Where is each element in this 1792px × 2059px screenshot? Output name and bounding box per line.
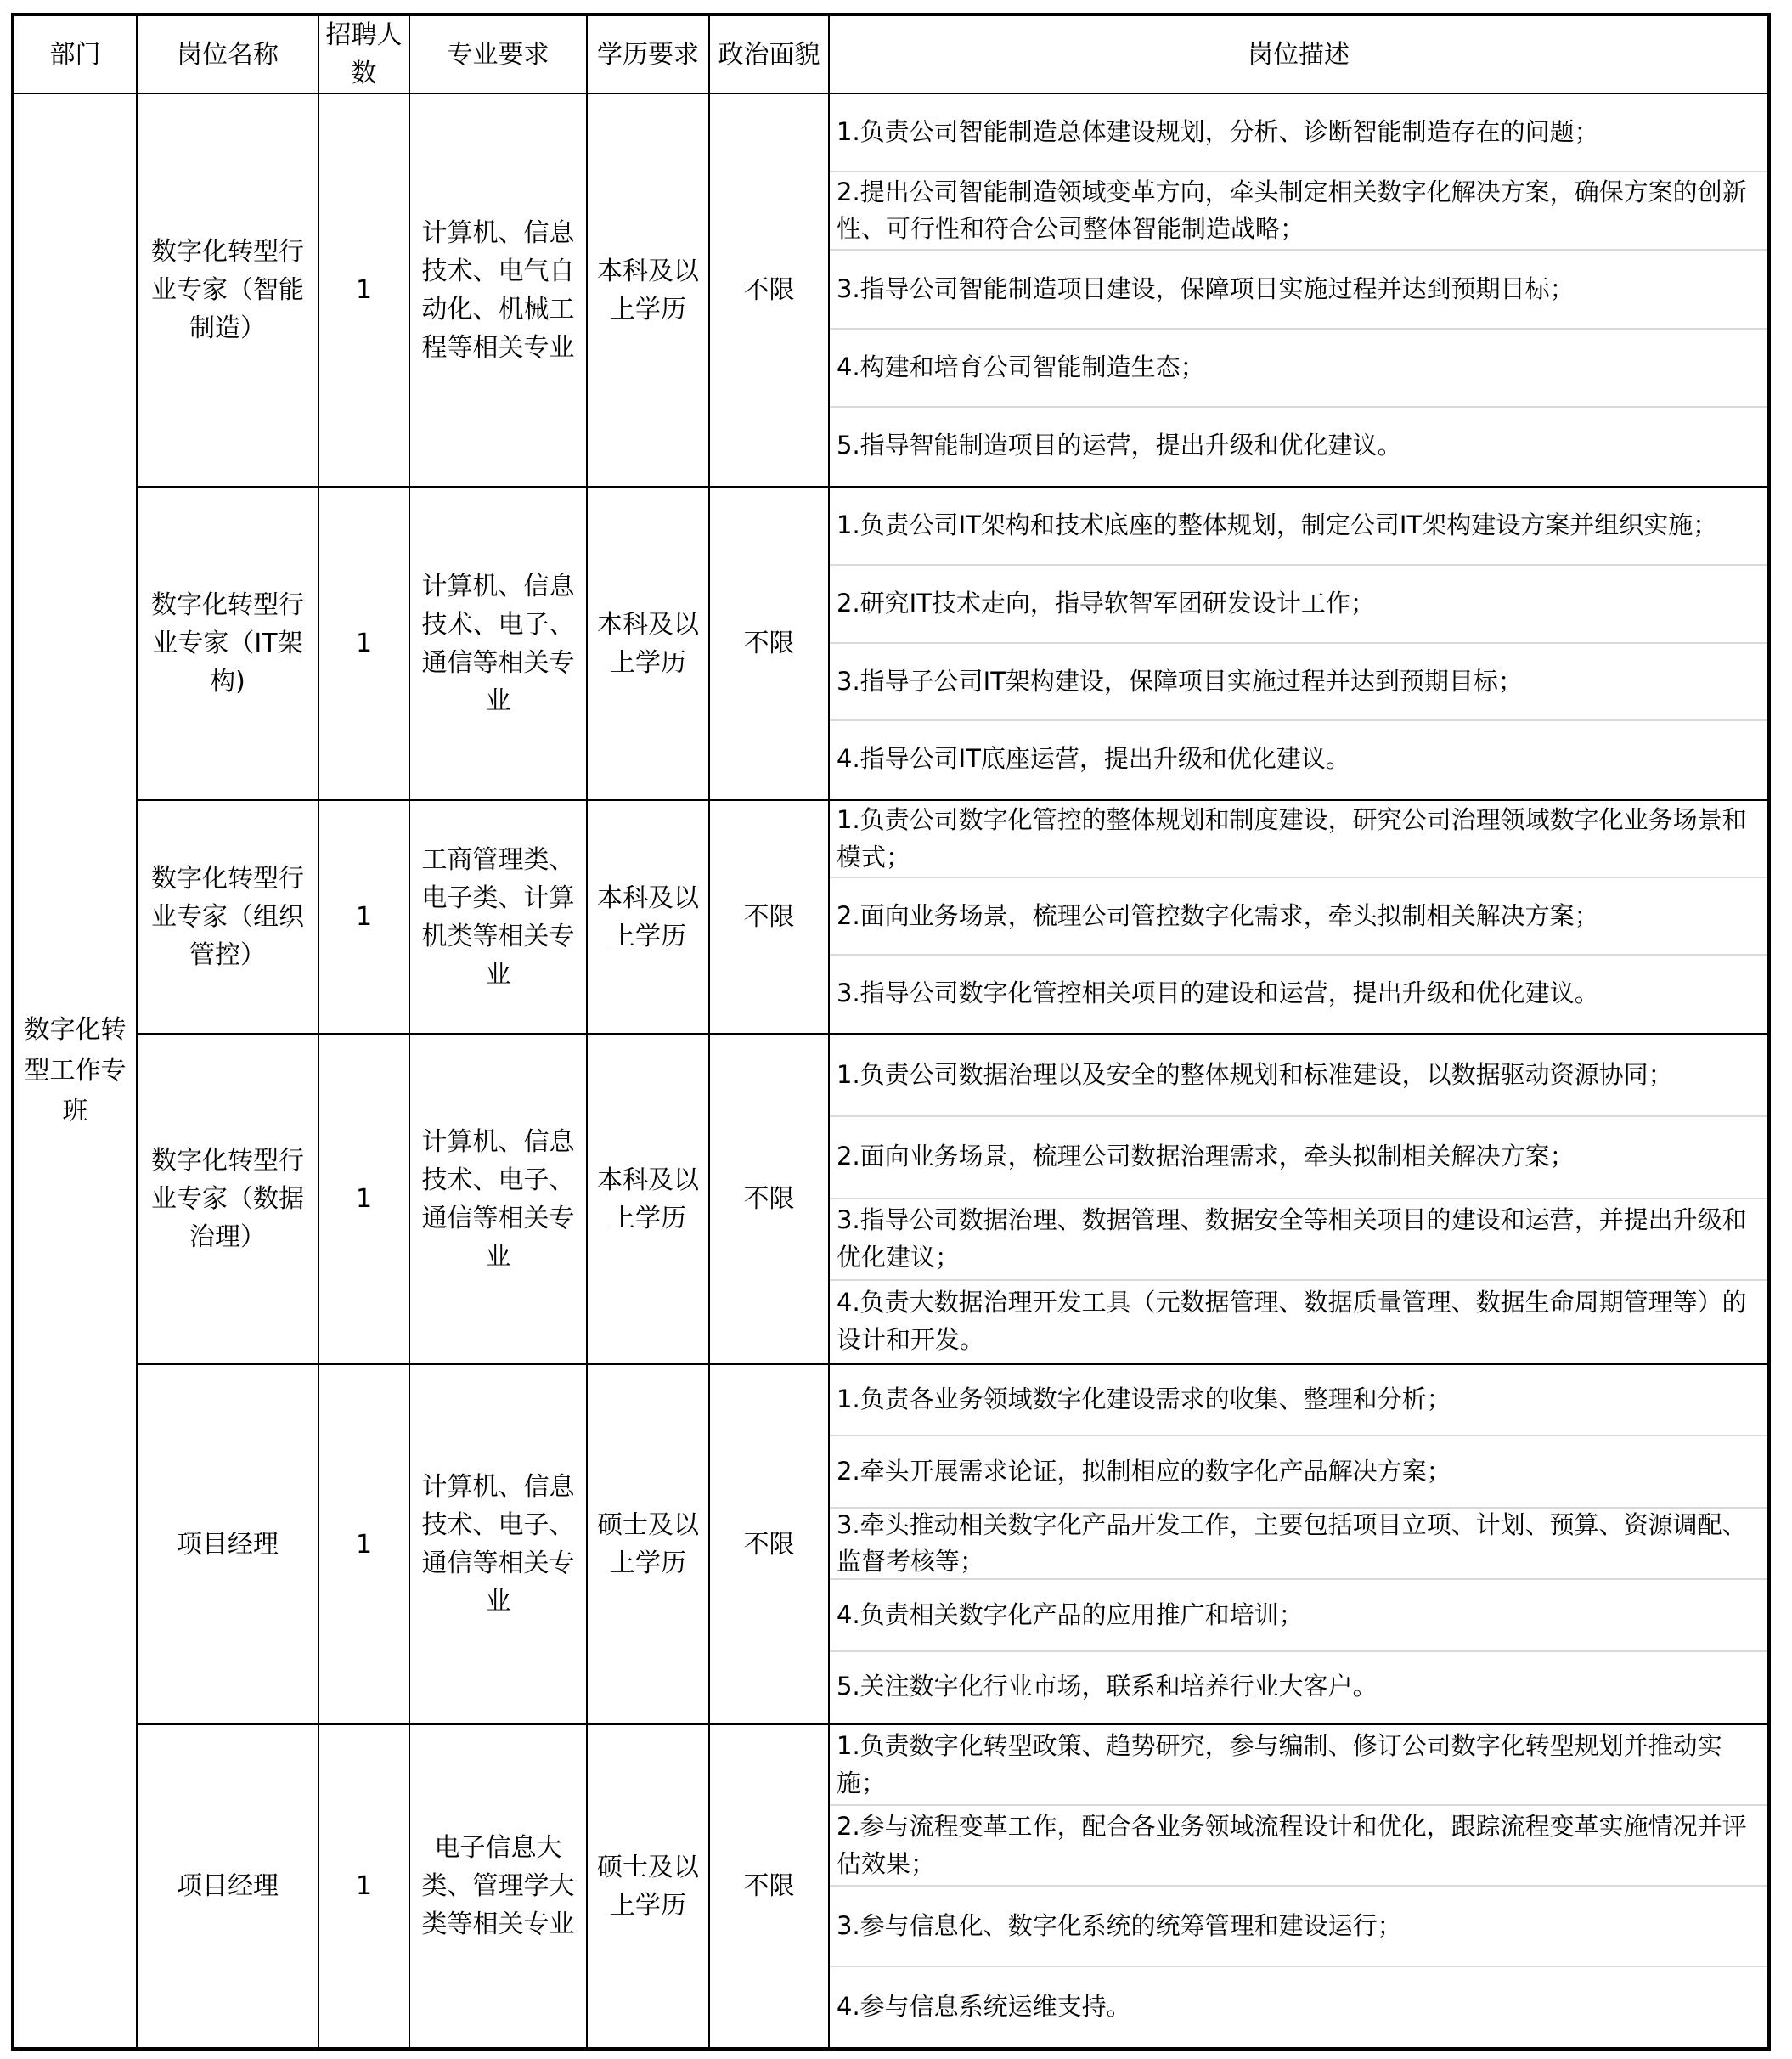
position-cell: 项目经理 [137,1724,318,2049]
major-cell: 计算机、信息技术、电气自动化、机械工程等相关专业 [409,93,587,487]
duty-item: 2.提出公司智能制造领域变革方向，牵头制定相关数字化解决方案，确保方案的创新性、可行性和符合公司整体智能制造战略； [830,171,1767,249]
education-cell: 硕士及以上学历 [587,1364,709,1724]
duty-list [830,801,1767,1031]
description-cell [829,1724,1769,2049]
headcount-cell: 1 [318,487,409,800]
table-row [13,1724,1769,2049]
duty-item: 5.指导智能制造项目的运营，提出升级和优化建议。 [830,406,1767,484]
description-cell [829,1034,1769,1364]
major-cell: 电子信息大类、管理学大类等相关专业 [409,1724,587,2049]
department-cell: 数字化转型工作专班 [13,93,137,2049]
duty-item: 5.关注数字化行业市场，联系和培养行业大客户。 [830,1650,1767,1722]
duty-list [830,1725,1767,2046]
major-cell: 计算机、信息技术、电子、通信等相关专业 [409,1034,587,1364]
headcount-cell: 1 [318,1034,409,1364]
position-cell: 数字化转型行业专家（智能制造） [137,93,318,487]
major-cell: 计算机、信息技术、电子、通信等相关专业 [409,487,587,800]
duty-item: 2.研究IT技术走向，指导软智军团研发设计工作； [830,564,1767,642]
duty-item: 1.负责公司数据治理以及安全的整体规划和标准建设，以数据驱动资源协同； [837,1059,1673,1089]
duty-item: 3.指导子公司IT架构建设，保障项目实施过程并达到预期目标； [830,642,1767,720]
headcount-cell: 1 [318,1364,409,1724]
major-cell: 工商管理类、电子类、计算机类等相关专业 [409,800,587,1034]
duty-item: 4.指导公司IT底座运营，提出升级和优化建议。 [830,719,1767,798]
headcount-cell: 1 [318,800,409,1034]
political-cell: 不限 [709,800,829,1034]
duty-item: 1.负责公司智能制造总体建设规划，分析、诊断智能制造存在的问题； [837,117,1599,147]
duty-item: 2.面向业务场景，梳理公司管控数字化需求，牵头拟制相关解决方案； [830,877,1767,954]
duty-item: 3.指导公司智能制造项目建设，保障项目实施过程并达到预期目标； [830,249,1767,327]
education-cell: 本科及以上学历 [587,800,709,1034]
duty-list [830,1365,1767,1722]
duty-item: 2.牵头开展需求论证，拟制相应的数字化产品解决方案； [830,1435,1767,1506]
header-department: 部门 [13,14,137,93]
political-cell: 不限 [709,1034,829,1364]
table-row [13,93,1769,487]
duty-item: 2.面向业务场景，梳理公司数据治理需求，牵头拟制相关解决方案； [830,1115,1767,1198]
duty-item: 1.负责各业务领域数字化建设需求的收集、整理和分析； [837,1385,1451,1414]
duty-item: 4.负责相关数字化产品的应用推广和培训； [830,1578,1767,1650]
duty-item: 3.指导公司数字化管控相关项目的建设和运营，提出升级和优化建议。 [830,954,1767,1031]
duty-item: 3.牵头推动相关数字化产品开发工作，主要包括项目立项、计划、预算、资源调配、监督考核等； [830,1507,1767,1578]
duty-item: 2.参与流程变革工作，配合各业务领域流程设计和优化，跟踪流程变革实施情况并评估效果； [830,1804,1767,1885]
position-cell: 数字化转型行业专家（数据治理） [137,1034,318,1364]
political-cell: 不限 [709,1724,829,2049]
political-cell: 不限 [709,93,829,487]
header-headcount: 招聘人数 [318,14,409,93]
headcount-cell: 1 [318,1724,409,2049]
table-row [13,487,1769,800]
duty-item: 4.负责大数据治理开发工具（元数据管理、数据质量管理、数据生命周期管理等）的设计和开发。 [830,1279,1767,1362]
description-cell [829,93,1769,487]
position-cell: 数字化转型行业专家（IT架构) [137,487,318,800]
duty-item: 1.负责公司IT架构和技术底座的整体规划，制定公司IT架构建设方案并组织实施； [837,511,1718,540]
duty-list [830,94,1767,484]
duty-item: 1.负责公司数字化管控的整体规划和制度建设，研究公司治理领域数字化业务场景和模式； [837,805,1747,872]
table-row [13,1034,1769,1364]
header-position: 岗位名称 [137,14,318,93]
header-political: 政治面貌 [709,14,829,93]
header-major: 专业要求 [409,14,587,93]
education-cell: 本科及以上学历 [587,1034,709,1364]
job-postings-table [11,13,1771,2051]
table-row [13,800,1769,1034]
duty-list [830,1035,1767,1362]
duty-item: 3.参与信息化、数字化系统的统筹管理和建设运行； [830,1885,1767,1966]
description-cell [829,1364,1769,1724]
duty-item: 1.负责数字化转型政策、趋势研究，参与编制、修订公司数字化转型规划并推动实施； [837,1731,1722,1797]
political-cell: 不限 [709,487,829,800]
header-education: 学历要求 [587,14,709,93]
education-cell: 本科及以上学历 [587,93,709,487]
header-row [13,14,1769,93]
description-cell [829,800,1769,1034]
education-cell: 本科及以上学历 [587,487,709,800]
headcount-cell: 1 [318,93,409,487]
position-cell: 数字化转型行业专家（组织管控） [137,800,318,1034]
major-cell: 计算机、信息技术、电子、通信等相关专业 [409,1364,587,1724]
political-cell: 不限 [709,1364,829,1724]
position-cell: 项目经理 [137,1364,318,1724]
education-cell: 硕士及以上学历 [587,1724,709,2049]
duty-item: 3.指导公司数据治理、数据管理、数据安全等相关项目的建设和运营，并提出升级和优化建议； [830,1198,1767,1280]
duty-item: 4.参与信息系统运维支持。 [830,1966,1767,2046]
duty-item: 4.构建和培育公司智能制造生态； [830,328,1767,406]
duty-list [830,488,1767,798]
table-row [13,1364,1769,1724]
header-description: 岗位描述 [829,14,1769,93]
description-cell [829,487,1769,800]
